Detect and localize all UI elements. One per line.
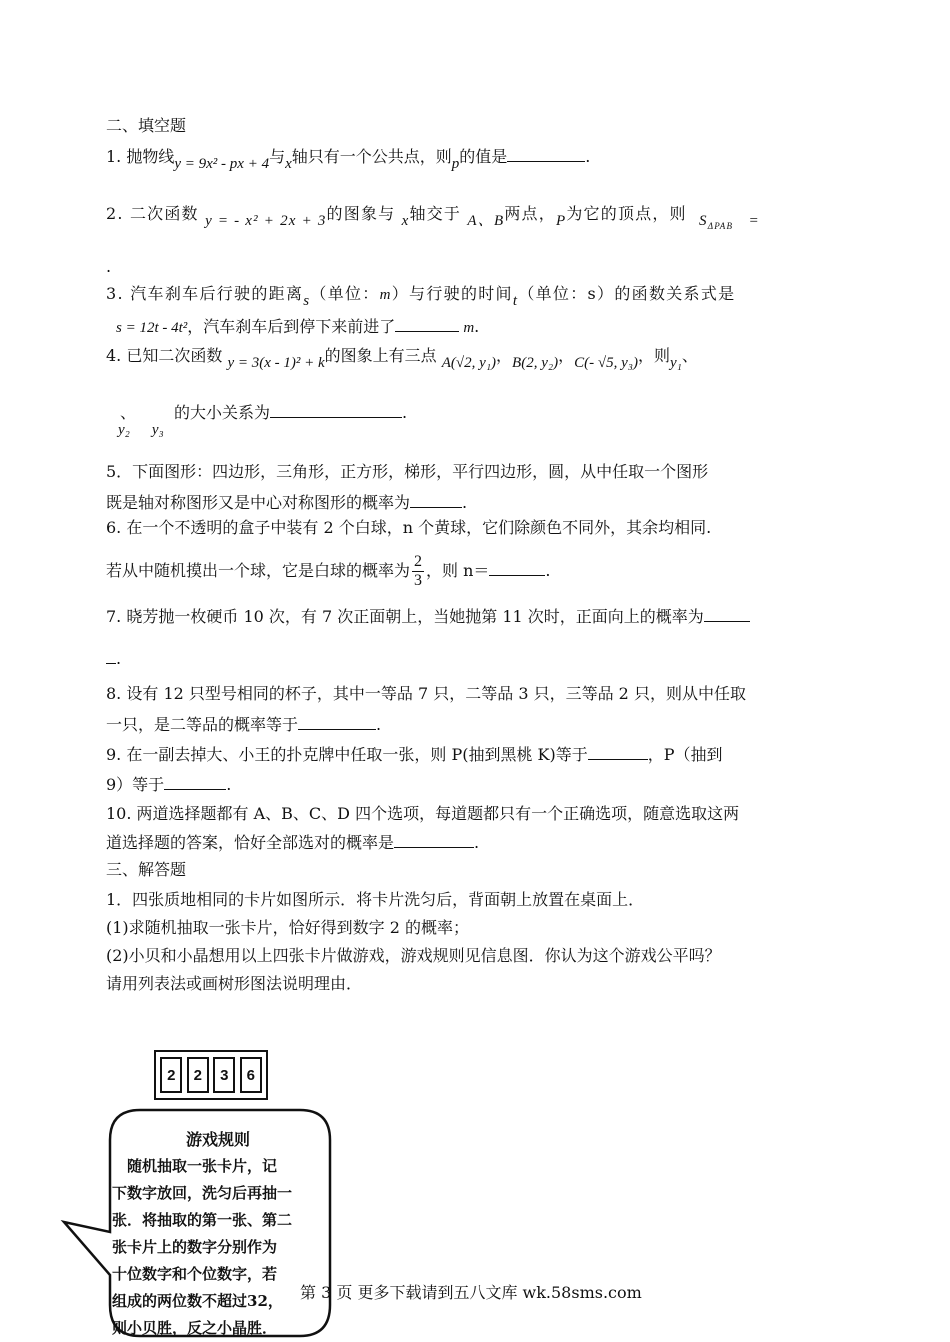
q4-text-b: 的图象上有三点 bbox=[324, 346, 437, 365]
q6-text-b: ，则 n＝ bbox=[426, 561, 490, 580]
q4-point-b: B(2, y₂) bbox=[512, 355, 559, 371]
q2-sub: ΔPAB bbox=[707, 221, 734, 231]
q3-unit-m: m bbox=[379, 287, 392, 303]
card-1: 2 bbox=[160, 1057, 182, 1093]
problem-1-line3: (2)小贝和小晶想用以上四张卡片做游戏，游戏规则见信息图．你认为这个游戏公平吗？ bbox=[106, 946, 721, 965]
rules-line: 则小贝胜，反之小晶胜． bbox=[112, 1319, 278, 1337]
question-8-line1: 8. 设有 12 只型号相同的杯子，其中一等品 7 只，二等品 3 只，三等品 2 只，则从中任取 bbox=[106, 684, 746, 703]
q3-var-t: t bbox=[512, 293, 519, 309]
rules-line: 张卡片上的数字分别作为 bbox=[112, 1238, 278, 1256]
q7-text: 7. 晓芳抛一枚硬币 10 次，有 7 次正面朝上，当她抛第 11 次时，正面向上的概率为 bbox=[106, 607, 704, 626]
q9-text-b: ，P（抽到 bbox=[647, 745, 723, 764]
question-6-line1: 6. 在一个不透明的盒子中装有 2 个白球，n 个黄球，它们除颜色不同外，其余均相同. bbox=[106, 518, 712, 537]
section-answer-title: 三、解答题 bbox=[106, 860, 187, 879]
rules-line: 十位数字和个位数字，若 bbox=[112, 1265, 278, 1283]
q9-end: . bbox=[226, 775, 232, 794]
q2-points-ab: A、B bbox=[467, 213, 505, 229]
rules-line: 张．将抽取的第一张、第二 bbox=[112, 1211, 293, 1229]
page-footer: 第 3 页 更多下载请到五八文库 wk.58sms.com bbox=[300, 1283, 642, 1302]
q4-text-c: ，则 bbox=[637, 346, 670, 365]
rules-line: 随机抽取一张卡片，记 bbox=[112, 1157, 278, 1175]
q3-unit: m bbox=[463, 320, 475, 336]
q1-var-x: x bbox=[285, 156, 292, 172]
q2-text: 2. 二次函数 bbox=[106, 204, 199, 223]
q2-s: S bbox=[699, 213, 708, 229]
q4-y2: y₂ bbox=[118, 422, 130, 438]
q1-text: 1. 抛物线 bbox=[106, 147, 175, 166]
q10-end: . bbox=[474, 833, 480, 852]
q2-text-b: 的图象与 bbox=[326, 204, 396, 223]
q4-sep-2: ， bbox=[558, 346, 575, 365]
q4-y1: y₁ bbox=[669, 355, 682, 371]
q2-equation: y = - x² + 2x + 3 bbox=[205, 213, 327, 229]
q6-denominator: 3 bbox=[414, 572, 423, 589]
q4-text-d: 的大小关系为 bbox=[174, 403, 271, 422]
rules-title: 游戏规则 bbox=[185, 1130, 250, 1149]
q4-dun-1: 、 bbox=[681, 346, 698, 365]
q6-end: . bbox=[545, 561, 551, 580]
q3-text-e: ，汽车刹车后到停下来前进了 bbox=[187, 317, 396, 336]
q7-end: . bbox=[116, 649, 122, 668]
q1-var-p: p bbox=[451, 156, 460, 172]
q4-point-a: A(√2, y₁) bbox=[441, 355, 497, 371]
q3-text: 3. 汽车刹车后行驶的距离 bbox=[106, 284, 304, 303]
q2-var-x: x bbox=[401, 213, 410, 229]
q4-sep-1: ， bbox=[496, 346, 513, 365]
q2-text-c: 轴交于 bbox=[409, 204, 462, 223]
problem-1-line2: (1)求随机抽取一张卡片，恰好得到数字 2 的概率； bbox=[106, 918, 470, 937]
q8-text: 一只，是二等品的概率等于 bbox=[106, 715, 299, 734]
q2-dot: . bbox=[106, 257, 112, 276]
q1-text-c: 轴只有一个公共点，则 bbox=[291, 147, 452, 166]
q4-point-c: C(- √5, y₃) bbox=[574, 355, 638, 371]
q1-text-b: 与 bbox=[269, 147, 286, 166]
problem-1-line1: 1．四张质地相同的卡片如图所示．将卡片洗匀后，背面朝上放置在桌面上． bbox=[106, 890, 645, 909]
q3-var-s: s bbox=[303, 293, 311, 309]
q3-end: . bbox=[474, 317, 480, 336]
q4-text: 4. 已知二次函数 bbox=[106, 346, 223, 365]
q6-text: 若从中随机摸出一个球，它是白球的概率为 bbox=[106, 561, 411, 580]
rules-line: 下数字放回，洗匀后再抽一 bbox=[112, 1184, 293, 1202]
q2-text-d: 两点， bbox=[504, 204, 556, 223]
q10-text: 道选择题的答案，恰好全部选对的概率是 bbox=[106, 833, 395, 852]
q5-text: 既是轴对称图形又是中心对称图形的概率为 bbox=[106, 493, 411, 512]
game-rules bbox=[112, 1126, 324, 1342]
card-2: 2 bbox=[187, 1057, 209, 1093]
question-10-line1: 10. 两道选择题都有 A、B、C、D 四个选项，每道题都只有一个正确选项，随意选取这两 bbox=[106, 804, 740, 823]
q3-text-c: ）与行驶的时间 bbox=[391, 284, 513, 303]
q3-equation: s = 12t - 4t² bbox=[116, 320, 188, 336]
q2-text-e: 为它的顶点，则 bbox=[566, 204, 687, 223]
problem-1-line4: 请用列表法或画树形图法说明理由． bbox=[106, 974, 363, 993]
q4-y3: y₃ bbox=[151, 422, 164, 438]
q1-text-d: 的值是 bbox=[459, 147, 508, 166]
q1-equation: y = 9x² - px + 4 bbox=[174, 156, 270, 172]
q3-text-d: （单位：s）的函数关系式是 bbox=[518, 284, 736, 303]
q8-end: . bbox=[376, 715, 382, 734]
question-5-line1: 5．下面图形：四边形，三角形，正方形，梯形，平行四边形，圆，从中任取一个图形 bbox=[106, 462, 709, 481]
section-fill-in-title: 二、填空题 bbox=[106, 116, 187, 135]
q5-end: . bbox=[462, 493, 468, 512]
card-4: 6 bbox=[240, 1057, 262, 1093]
q6-numerator: 2 bbox=[414, 553, 423, 570]
q1-end: . bbox=[585, 147, 591, 166]
q2-equals: = bbox=[749, 213, 760, 229]
q2-var-p: P bbox=[555, 213, 567, 229]
q3-text-b: （单位： bbox=[310, 284, 380, 303]
rules-line: 组成的两位数不超过32， bbox=[112, 1292, 283, 1310]
q9-text-c: 9）等于 bbox=[106, 775, 165, 794]
q4-end: . bbox=[402, 403, 408, 422]
q9-text: 9. 在一副去掉大、小王的扑克牌中任取一张，则 P(抽到黑桃 K)等于 bbox=[106, 745, 588, 764]
q4-equation: y = 3(x - 1)² + k bbox=[227, 355, 325, 371]
q4-dun-2: 、 bbox=[120, 403, 137, 422]
card-3: 3 bbox=[213, 1057, 235, 1093]
